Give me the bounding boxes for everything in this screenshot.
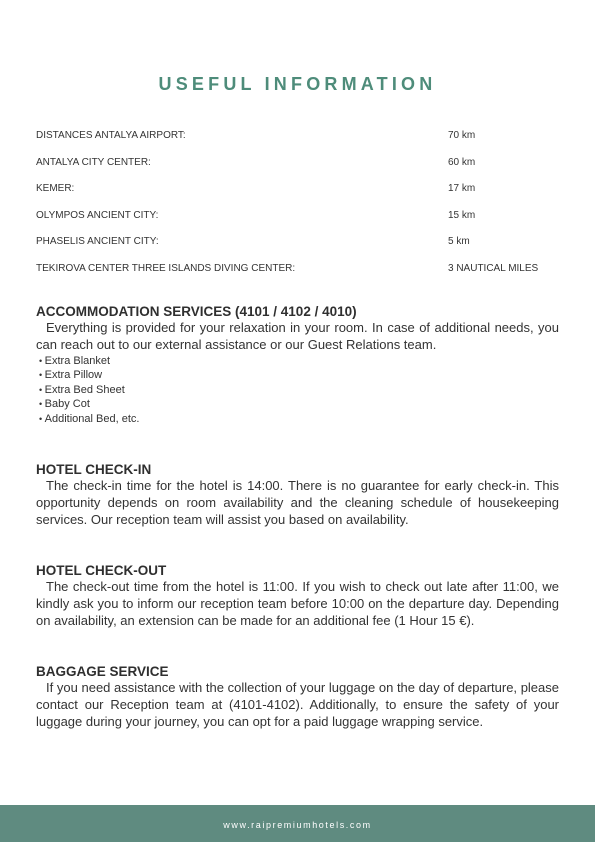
distance-value: 70 km [448, 130, 476, 141]
section-heading: ACCOMMODATION SERVICES (4101 / 4102 / 4010) [36, 304, 357, 319]
section-heading: BAGGAGE SERVICE [36, 664, 169, 679]
list-item: • Extra Bed Sheet [36, 383, 559, 398]
website-link[interactable]: www.raipremiumhotels.com [223, 820, 372, 830]
baggage-section [36, 663, 559, 730]
footer-bar [0, 805, 595, 842]
checkout-section [36, 562, 559, 629]
distance-label: DISTANCES ANTALYA AIRPORT: [36, 130, 186, 141]
table-row [36, 130, 566, 157]
amenities-list [36, 354, 559, 427]
distance-value: 3 NAUTICAL MILES [448, 262, 539, 274]
distance-label: TEKIROVA CENTER THREE ISLANDS DIVING CENTER: [36, 262, 296, 274]
distance-value: 15 km [448, 209, 476, 221]
accommodation-section [36, 303, 559, 427]
section-heading: HOTEL CHECK-IN [36, 462, 152, 477]
distances-table [36, 130, 566, 289]
section-body: The check-in time for the hotel is 14:00. There is no guarantee for early check-in. This opportunity depends on room availability and the cleaning schedule of housekeeping services. Our reception team will assist you based on availability. [36, 478, 559, 527]
table-row [36, 236, 566, 263]
distance-value: 17 km [448, 183, 476, 194]
section-body: Everything is provided for your relaxation in your room. In case of additional needs, you can reach out to our external assistance or our Guest Relations team. [36, 320, 559, 352]
table-row [36, 210, 566, 237]
list-item: • Extra Pillow [36, 368, 559, 383]
list-item: • Extra Blanket [36, 354, 559, 369]
distance-value: 5 km [448, 236, 470, 247]
distance-label: ANTALYA CITY CENTER: [36, 156, 151, 168]
distance-label: KEMER: [36, 183, 75, 194]
distance-label: PHASELIS ANCIENT CITY: [36, 236, 159, 247]
distance-value: 60 km [448, 156, 476, 168]
table-row [36, 183, 566, 210]
checkin-section [36, 461, 559, 528]
list-item: • Baby Cot [36, 397, 559, 412]
section-heading: HOTEL CHECK-OUT [36, 563, 167, 578]
table-row [36, 263, 566, 290]
list-item: • Additional Bed, etc. [36, 412, 559, 427]
page-title: USEFUL INFORMATION [158, 74, 437, 94]
distance-label: OLYMPOS ANCIENT CITY: [36, 209, 159, 221]
section-body: The check-out time from the hotel is 11:00. If you wish to check out late after 11:00, we kindly ask you to inform our reception team before 10:00 on the departure day. Depending on availability, an extension can be made for an additional fee (1 Hour 15 €). [36, 579, 559, 628]
table-row [36, 157, 566, 184]
section-body: If you need assistance with the collection of your luggage on the day of departure, please contact our Reception team at (4101-4102). Additionally, to ensure the safety of your luggage during your journey, you can opt for a paid luggage wrapping service. [36, 680, 559, 729]
